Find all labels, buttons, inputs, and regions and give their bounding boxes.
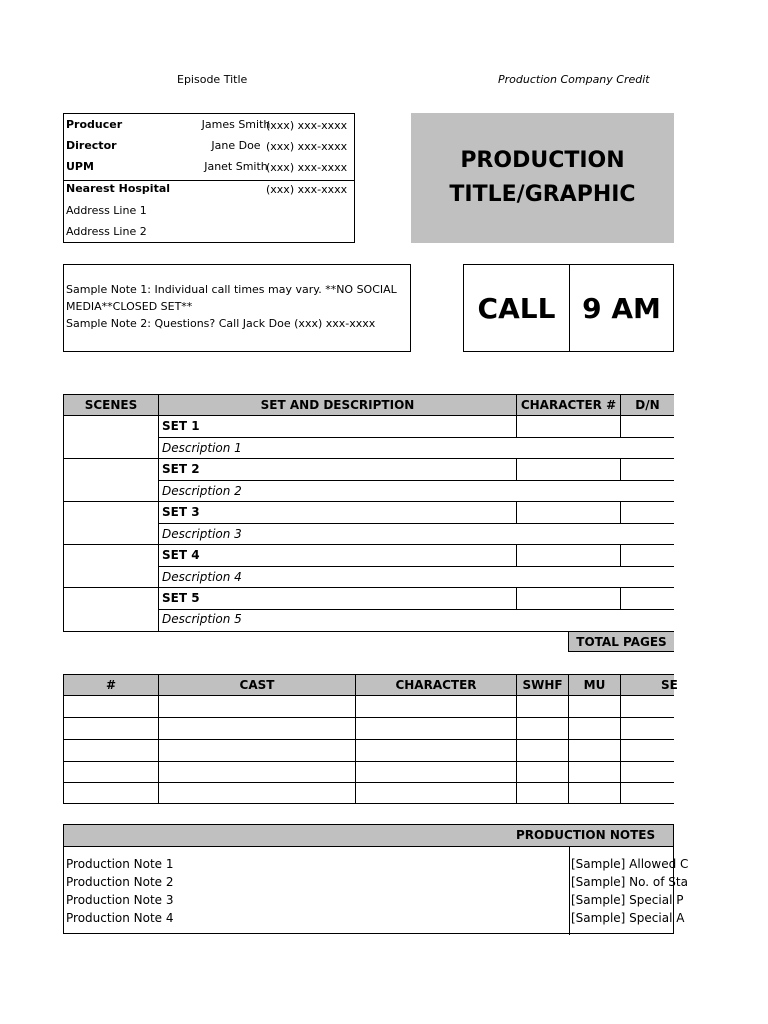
contact-row-producer — [64, 114, 354, 135]
episode-title: Episode Title — [177, 73, 248, 86]
contact-label: UPM — [66, 160, 94, 173]
sample-note: [Sample] No. of Sta — [571, 875, 688, 889]
cast-cell — [568, 695, 621, 718]
cast-cell — [568, 739, 621, 762]
se-header: SE — [620, 674, 674, 696]
call-label: CALL — [464, 265, 570, 351]
production-notes-right — [571, 855, 689, 927]
dn-header: D/N — [620, 394, 674, 416]
cast-header: CAST — [158, 674, 356, 696]
scene-number-cell — [63, 587, 159, 632]
contact-row-director — [64, 135, 354, 156]
set-description: Description 2 — [158, 480, 674, 502]
set-label: SET 3 — [158, 501, 517, 524]
character-number-header: CHARACTER # — [516, 394, 621, 416]
call-box — [463, 264, 674, 352]
cast-cell — [158, 739, 356, 762]
hospital-address-1 — [64, 200, 354, 221]
set-label: SET 2 — [158, 458, 517, 481]
cast-cell — [620, 717, 674, 740]
hospital-phone: (xxx) xxx-xxxx — [266, 183, 348, 196]
notes-box — [63, 264, 411, 352]
cast-cell — [568, 717, 621, 740]
character-cell — [516, 587, 621, 610]
production-notes-box — [63, 824, 689, 934]
address-line: Address Line 2 — [66, 225, 147, 238]
dn-cell — [620, 415, 674, 438]
scene-number-cell — [63, 544, 159, 588]
production-note: Production Note 2 — [66, 875, 174, 889]
cast-cell — [568, 782, 621, 804]
set-description: Description 5 — [158, 609, 674, 632]
character-cell — [516, 501, 621, 524]
contact-phone: (xxx) xxx-xxxx — [266, 140, 348, 153]
sample-note: [Sample] Special A — [571, 911, 685, 925]
contact-row-upm — [64, 156, 354, 177]
cast-cell — [158, 717, 356, 740]
cast-num-header: # — [63, 674, 159, 696]
production-notes-left — [66, 855, 174, 927]
cast-cell — [620, 695, 674, 718]
cast-cell — [355, 782, 517, 804]
note-line-1: Sample Note 1: Individual call times may vary. **NO SOCIAL MEDIA**CLOSED SET** — [66, 283, 397, 313]
hospital-label: Nearest Hospital — [66, 182, 171, 195]
set-description-header: SET AND DESCRIPTION — [158, 394, 517, 416]
production-note: Production Note 4 — [66, 911, 174, 925]
cast-cell — [620, 739, 674, 762]
cast-cell — [63, 717, 159, 740]
swhf-header: SWHF — [516, 674, 569, 696]
mu-header: MU — [568, 674, 621, 696]
scene-number-cell — [63, 458, 159, 502]
cast-cell — [620, 782, 674, 804]
cast-cell — [355, 739, 517, 762]
contact-name: Janet Smith — [204, 160, 268, 173]
hospital-row — [64, 178, 354, 199]
scenes-header: SCENES — [63, 394, 159, 416]
set-description: Description 1 — [158, 437, 674, 459]
set-label: SET 1 — [158, 415, 517, 438]
dn-cell — [620, 544, 674, 567]
cast-cell — [63, 739, 159, 762]
production-note: Production Note 1 — [66, 857, 174, 871]
address-line: Address Line 1 — [66, 204, 147, 217]
contact-label: Director — [66, 139, 117, 152]
scene-number-cell — [63, 501, 159, 545]
contact-name: Jane Doe — [211, 139, 261, 152]
total-pages-label: TOTAL PAGES — [568, 631, 674, 652]
cast-cell — [620, 761, 674, 783]
cast-cell — [516, 761, 569, 783]
dn-cell — [620, 458, 674, 481]
set-label: SET 5 — [158, 587, 517, 610]
production-notes-divider — [569, 847, 570, 935]
cast-cell — [516, 695, 569, 718]
cast-cell — [516, 739, 569, 762]
contact-phone: (xxx) xxx-xxxx — [266, 119, 348, 132]
cast-cell — [63, 782, 159, 804]
contact-label: Producer — [66, 118, 123, 131]
cast-cell — [158, 761, 356, 783]
set-label: SET 4 — [158, 544, 517, 567]
cast-cell — [516, 717, 569, 740]
character-cell — [516, 415, 621, 438]
cast-cell — [568, 761, 621, 783]
cast-cell — [355, 717, 517, 740]
note-line-2: Sample Note 2: Questions? Call Jack Doe (xxx) xxx-xxxx — [66, 317, 376, 330]
cast-cell — [516, 782, 569, 804]
contact-name: James Smith — [201, 118, 271, 131]
production-note: Production Note 3 — [66, 893, 174, 907]
dn-cell — [620, 587, 674, 610]
scene-number-cell — [63, 415, 159, 459]
character-cell — [516, 544, 621, 567]
cast-cell — [63, 761, 159, 783]
set-description: Description 4 — [158, 566, 674, 588]
dn-cell — [620, 501, 674, 524]
contact-phone: (xxx) xxx-xxxx — [266, 161, 348, 174]
sample-note: [Sample] Special P — [571, 893, 684, 907]
cast-cell — [158, 782, 356, 804]
cast-cell — [63, 695, 159, 718]
cast-cell — [355, 695, 517, 718]
title-line-1: PRODUCTION — [460, 148, 625, 173]
contacts-box — [63, 113, 355, 243]
title-line-2: TITLE/GRAPHIC — [449, 182, 636, 207]
hospital-address-2 — [64, 221, 354, 242]
character-cell — [516, 458, 621, 481]
set-description: Description 3 — [158, 523, 674, 545]
production-notes-title: PRODUCTION NOTES — [516, 828, 656, 842]
call-time: 9 AM — [582, 291, 661, 325]
cast-character-header: CHARACTER — [355, 674, 517, 696]
sample-note: [Sample] Allowed C — [571, 857, 689, 871]
production-notes-bar — [64, 825, 673, 847]
cast-cell — [355, 761, 517, 783]
production-title-graphic — [411, 113, 674, 243]
cast-cell — [158, 695, 356, 718]
company-credit: Production Company Credit — [498, 73, 650, 86]
